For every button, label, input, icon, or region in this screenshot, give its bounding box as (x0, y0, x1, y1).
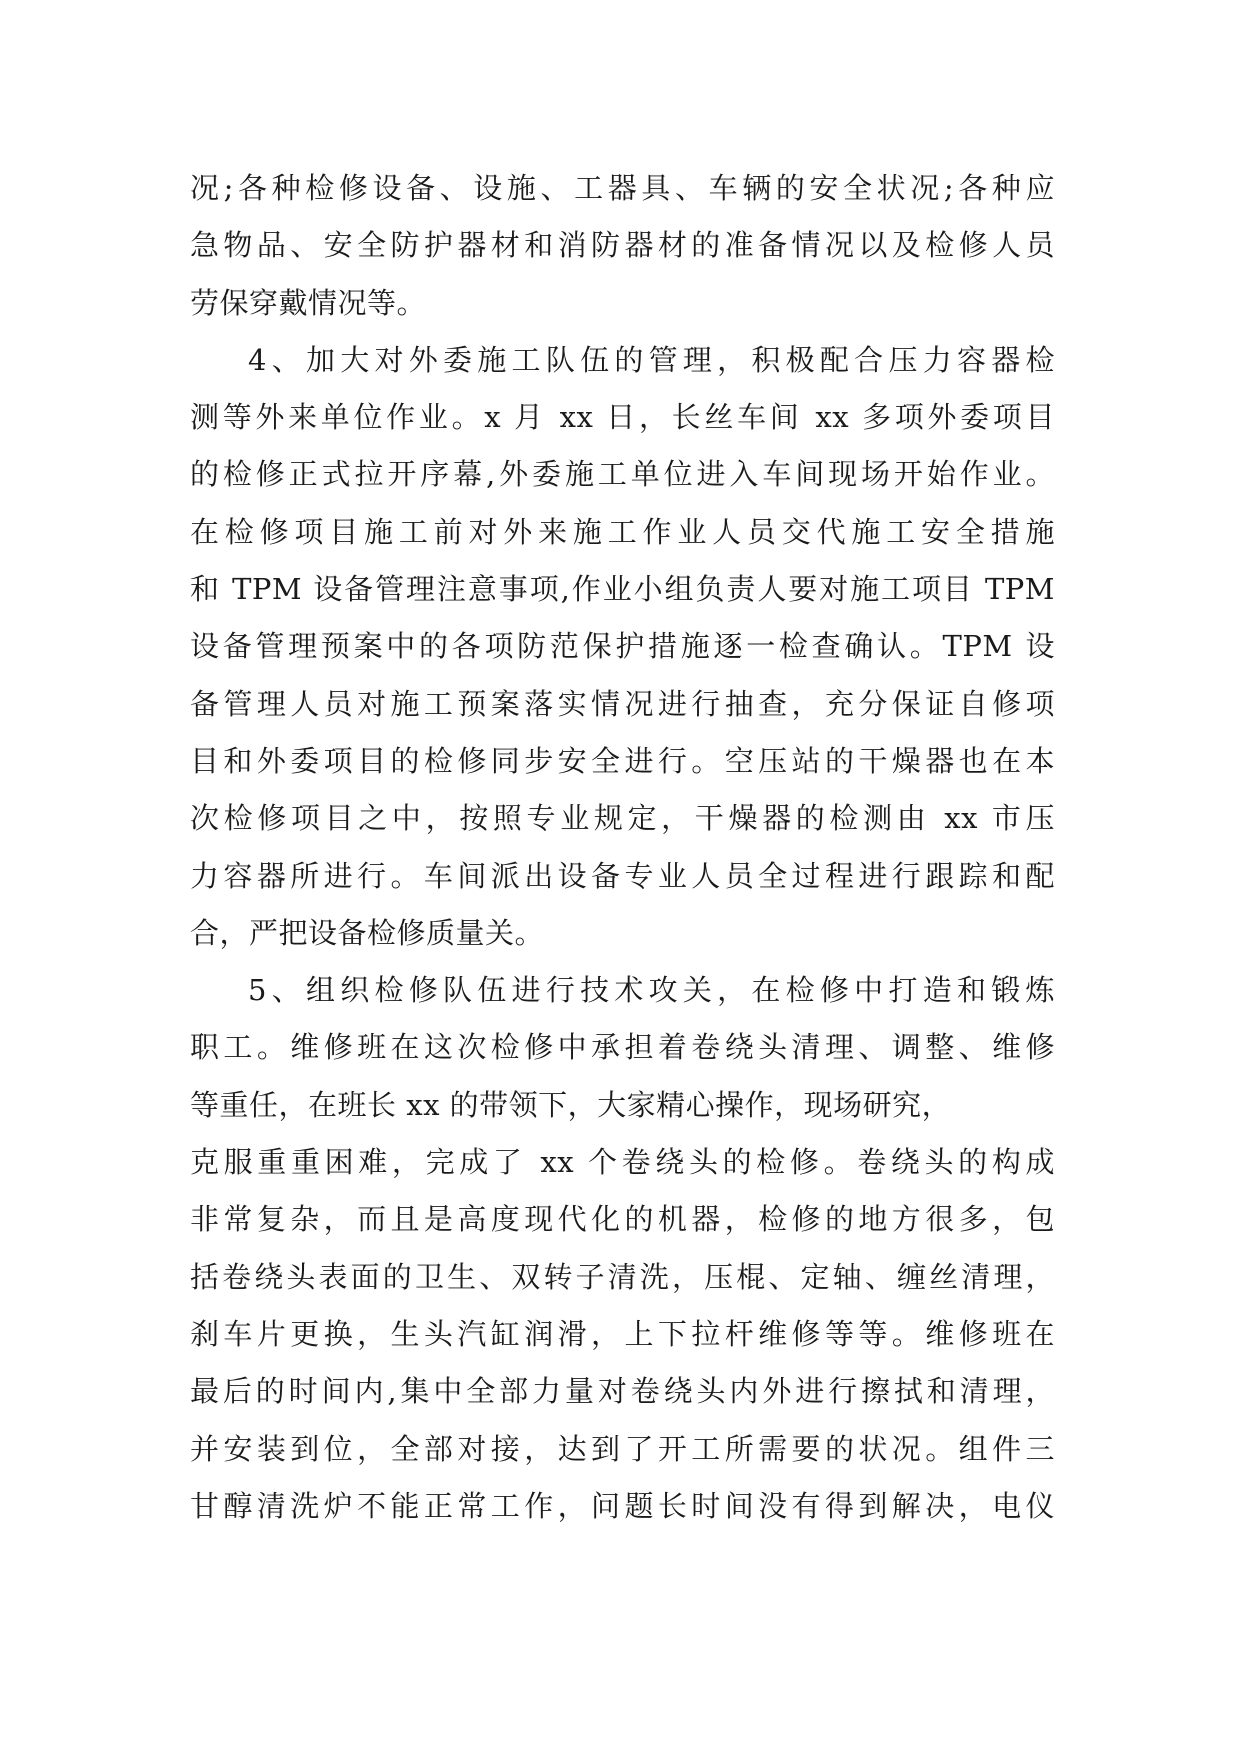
document-body (190, 160, 1055, 1535)
text-line: 等重任，在班长 xx 的带领下，大家精心操作，现场研究， (190, 1087, 952, 1122)
paragraph-item-5 (190, 962, 1055, 1535)
text-line: 急物品、安全防护器材和消防器材的准备情况以及检修人员 (190, 228, 1055, 263)
text-line: 非常复杂，而且是高度现代化的机器，检修的地方很多，包 (190, 1202, 1055, 1237)
text-line: 设备管理预案中的各项防范保护措施逐一检查确认。TPM 设 (190, 629, 1055, 664)
text-line: 括卷绕头表面的卫生、双转子清洗，压棍、定轴、缠丝清理， (190, 1259, 1055, 1294)
text-line: 最后的时间内,集中全部力量对卷绕头内外进行擦拭和清理， (190, 1374, 1055, 1409)
text-line: 况;各种检修设备、设施、工器具、车辆的安全状况;各种应 (190, 171, 1055, 205)
text-line: 4、加大对外委施工队伍的管理，积极配合压力容器检 (248, 342, 1055, 377)
text-line: 次检修项目之中，按照专业规定，干燥器的检测由 xx 市压 (190, 801, 1055, 836)
text-line: 刹车片更换，生头汽缸润滑，上下拉杆维修等等。维修班在 (190, 1316, 1055, 1351)
text-line: 合，严把设备检修质量关。 (190, 915, 545, 950)
text-line: 测等外来单位作业。x 月 xx 日，长丝车间 xx 多项外委项目 (190, 400, 1055, 435)
text-line: 克服重重困难，完成了 xx 个卷绕头的检修。卷绕头的构成 (190, 1145, 1055, 1180)
text-line: 劳保穿戴情况等。 (190, 285, 427, 320)
text-line: 的检修正式拉开序幕,外委施工单位进入车间现场开始作业。 (190, 457, 1055, 492)
text-line: 和 TPM 设备管理注意事项,作业小组负责人要对施工项目 TPM (190, 572, 1055, 607)
text-line: 5、组织检修队伍进行技术攻关，在检修中打造和锻炼 (248, 973, 1055, 1008)
text-line: 并安装到位，全部对接，达到了开工所需要的状况。组件三 (190, 1431, 1055, 1466)
paragraph-continued (190, 160, 1055, 332)
text-line: 目和外委项目的检修同步安全进行。空压站的干燥器也在本 (190, 743, 1055, 778)
text-line: 备管理人员对施工预案落实情况进行抽查，充分保证自修项 (190, 686, 1055, 721)
text-line: 甘醇清洗炉不能正常工作，问题长时间没有得到解决，电仪 (190, 1488, 1055, 1523)
paragraph-item-4 (190, 332, 1055, 962)
text-line: 力容器所进行。车间派出设备专业人员全过程进行跟踪和配 (190, 858, 1055, 893)
text-line: 职工。维修班在这次检修中承担着卷绕头清理、调整、维修 (190, 1030, 1055, 1065)
text-line: 在检修项目施工前对外来施工作业人员交代施工安全措施 (190, 514, 1055, 549)
